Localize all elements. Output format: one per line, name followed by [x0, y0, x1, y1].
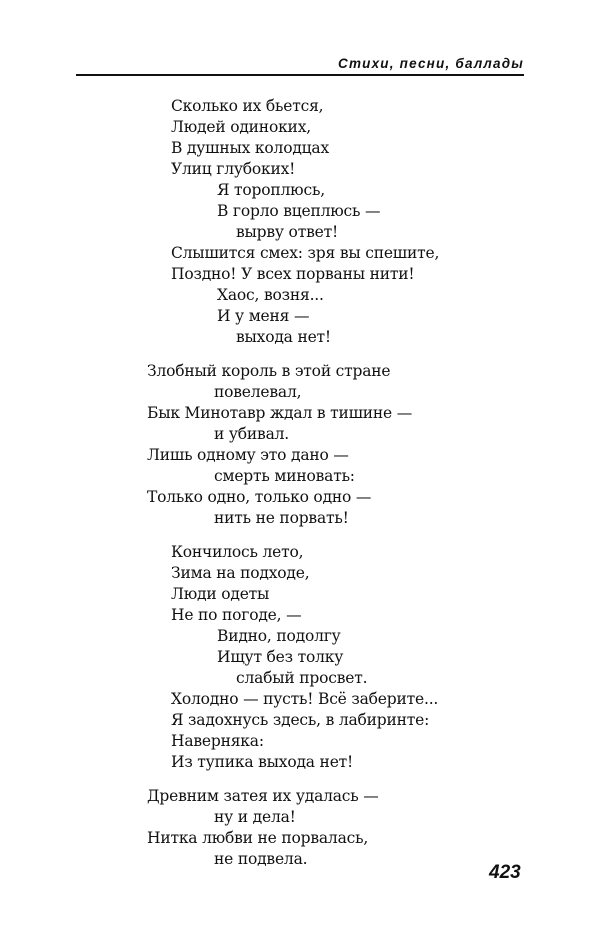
poem-line: Бык Минотавр ждал в тишине — — [147, 404, 413, 422]
poem-line: Я задохнусь здесь, в лабиринте: — [171, 711, 430, 729]
poem-line: повелевал, — [214, 383, 302, 401]
poem-line: Видно, подолгу — [217, 627, 341, 645]
poem-line: ну и дела! — [214, 808, 296, 826]
running-head-title: Стихи, песни, баллады — [338, 56, 524, 71]
poem-line: слабый просвет. — [236, 669, 368, 687]
poem-line: Поздно! У всех порваны нити! — [171, 265, 415, 283]
poem-line: Слышится смех: зря вы спешите, — [171, 244, 440, 262]
poem-line: Нитка любви не порвалась, — [147, 829, 369, 847]
poem-line: Зима на подходе, — [171, 564, 310, 582]
poem-line: Я тороплюсь, — [217, 181, 325, 199]
poem-line: вырву ответ! — [236, 223, 338, 241]
running-head — [76, 52, 524, 76]
poem-line: Лишь одному это дано — — [147, 446, 349, 464]
poem-line: Сколько их бьется, — [171, 97, 324, 115]
poem-line: Только одно, только одно — — [147, 488, 372, 506]
poem-line: В душных колодцах — [171, 139, 330, 157]
poem-line: Холодно — пусть! Всё заберите... — [171, 690, 439, 708]
poem-line: Из тупика выхода нет! — [171, 753, 354, 771]
poem-line: Не по погоде, — — [171, 606, 302, 624]
poem-line: Ищут без толку — [217, 648, 344, 666]
poem-line: и убивал. — [214, 425, 289, 443]
poem-line: не подвела. — [214, 850, 308, 868]
poem-line: Хаос, возня... — [217, 286, 324, 304]
poem-line: Людей одиноких, — [171, 118, 311, 136]
poem-line: Улиц глубоких! — [171, 160, 296, 178]
poem-line: Наверняка: — [171, 732, 264, 750]
poem-line: смерть миновать: — [214, 467, 355, 485]
poem-line: В горло вцеплюсь — — [217, 202, 381, 220]
page-number: 423 — [489, 862, 521, 883]
poem-line: Люди одеты — [171, 585, 270, 603]
poem-line: Кончилось лето, — [171, 543, 304, 561]
poem-line: нить не порвать! — [214, 509, 349, 527]
poem-line: выхода нет! — [236, 328, 331, 346]
poem-line: И у меня — — [217, 307, 310, 325]
poem-line: Злобный король в этой стране — [147, 362, 391, 380]
poem-line: Древним затея их удалась — — [147, 787, 379, 805]
